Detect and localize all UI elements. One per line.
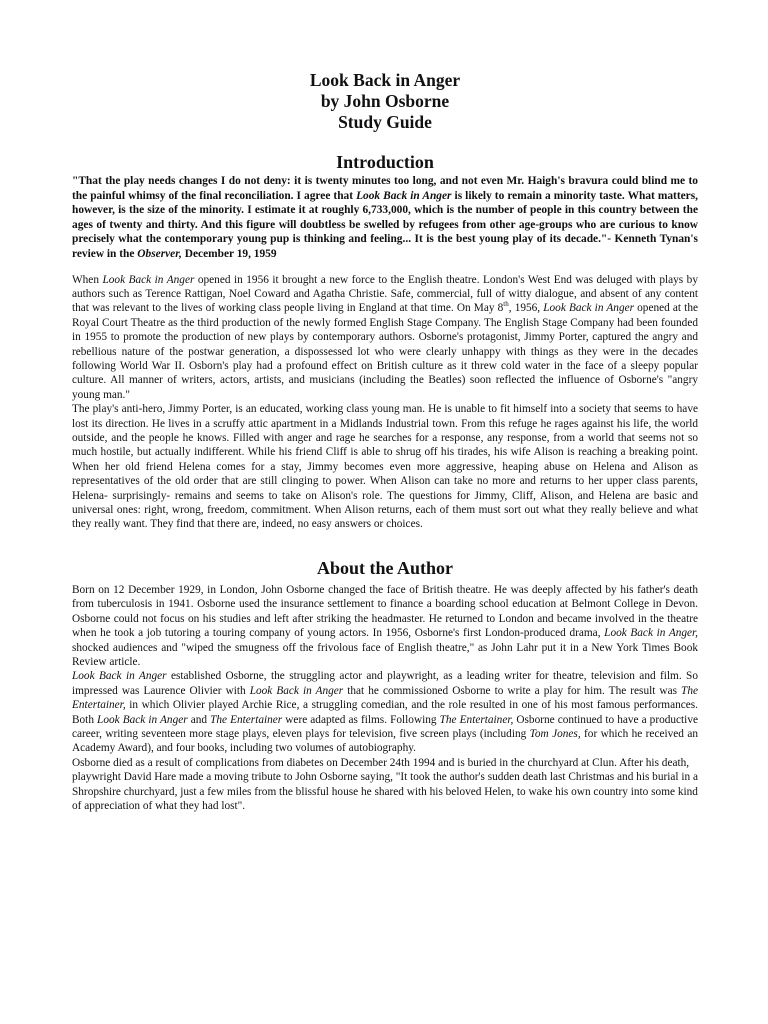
para-text: for which he received an Academy Award), and four books, including two volumes of autobiography. xyxy=(72,727,698,755)
para-text: , 1956, xyxy=(508,302,544,315)
para-text: and xyxy=(187,713,211,726)
para-text: opened in 1956 it brought a new force to the English theatre. London's West End was deluged with plays by authors such as Terence Rattigan, Noel Coward and Agatha Christie. Safe, commercial, full of witty dialogue, and absent of any content that was relevant to the lives of working class people living in England at that time. On May 8 xyxy=(72,273,698,315)
para-italic: Look Back in Anger, xyxy=(604,627,699,640)
para-text: were adapted as films. Following xyxy=(282,713,440,726)
document-title xyxy=(72,70,698,133)
document-page xyxy=(72,70,698,813)
para-italic: The Entertainer xyxy=(210,713,283,726)
author-paragraph-biography xyxy=(72,583,698,669)
para-text: shocked audiences and "wiped the smugness off the frivolous face of English theatre," as John Lahr put it in a New York Times Book Review article. xyxy=(72,641,698,668)
author-paragraph-death: Osborne died as a result of complications from diabetes on December 24th 1994 and is buried in the churchyard at Clun. After his death, playwright David Hare made a moving tribute to John Osborne saying, "It took the author's sudden death last Christmas and his burial in a Shropshire churchyard, just a few miles from the blissful house he shared with his beloved Helen, to wake his own country into some kind of appreciation of what they had lost". xyxy=(72,756,698,812)
para-italic: Look Back in Anger xyxy=(543,302,635,315)
para-text: When xyxy=(72,273,103,286)
para-italic: Look Back in Anger xyxy=(249,684,344,697)
title-line-author: by John Osborne xyxy=(320,91,450,111)
quote-text-2: is likely to remain a minority taste. What matters, however, is the size of the minority. I estimate it at roughly 6,733,000, which is the number of people in this country between the ages of twenty and thirty. And this figure will doubtless be swelled by refugees from other age-groups who are curious to know precisely what the contemporary young pup is thinking and feeling... It is the best young play of its decade."- Kenneth Tynan's review in the xyxy=(72,189,699,260)
para-italic: Tom Jones, xyxy=(529,727,581,740)
para-italic: The Entertainer, xyxy=(72,684,698,712)
quote-italic-title: Look Back in Anger xyxy=(356,189,452,202)
para-italic: Look Back in Anger xyxy=(97,713,188,726)
para-text: Osborne continued to have a productive career, writing seventeen more stage plays, eleven plays for television, five screen plays (including xyxy=(72,713,698,740)
about-author-heading: About the Author xyxy=(316,557,454,578)
author-paragraph-career xyxy=(72,669,698,755)
introduction-heading: Introduction xyxy=(336,152,434,172)
intro-paragraph-plot: The play's anti-hero, Jimmy Porter, is an educated, working class young man. He is unable to fit himself into a society that seems to have lost its direction. He lives in a scruffy attic apartment in a Midlands Industrial town. From this refuge he rages against his life, the world outside, and the people he knows. Filled with anger and rage he searches for a response, any response, from a world that seems not so much hostile, but actually indifferent. While his friend Cliff is able to shrug off his tirades, his wife Alison is reaching a breaking point. When her old friend Helena comes for a stay, Jimmy becomes even more aggressive, heaping abuse on Helena and Alison as representatives of the old order that are still clinging to power. When Alison can take no more and returns to her upper class parents, Helena- surprisingly- remains and seems to take on Alison's role. The questions for Jimmy, Cliff, Alison, and Helena are basic and universal ones: right, wrong, freedom, commitment. When Alison returns, each of them must sort out what they really believe and what they really want. They find that there are, indeed, no easy answers or choices. xyxy=(72,403,698,531)
para-text: in which Olivier played Archie Rice, a struggling comedian, and the role resulted in one of his most famous performances. Both xyxy=(72,699,698,726)
tynan-review-quote xyxy=(72,174,698,262)
para-italic: Look Back in Anger xyxy=(72,670,167,683)
quote-text-3: December 19, 1959 xyxy=(181,247,277,260)
para-italic: The Entertainer, xyxy=(439,713,514,726)
quote-italic-observer: Observer, xyxy=(137,247,182,260)
para-italic: Look Back in Anger xyxy=(102,273,195,286)
quote-text-1: "That the play needs changes I do not deny: it is twenty minutes too long, and not even Mr. Haigh's bravura could blind me to the painful whimsy of the final reconciliation. I agree that xyxy=(72,175,698,202)
ordinal-superscript: th xyxy=(503,300,509,309)
intro-paragraph-history xyxy=(72,273,698,403)
title-line-guide: Study Guide xyxy=(338,112,432,132)
para-text: opened at the Royal Court Theatre as the third production of the newly formed English Stage Company. The English Stage Company had been founded in 1955 to promote the production of new plays by contemporary authors. Osborne's protagonist, Jimmy Porter, captured the angry and rebellious nature of the postwar generation, a dispossessed lot who were clearly unhappy with things as they were in the decades following World War II. Osborn's play had a profound effect on British culture as it threw cold water in the face of a sleepy popular culture. All manner of writers, actors, artists, and musicians (including the Beatles) soon reflected the influence of Osborne's "angry young man." xyxy=(72,302,698,401)
para-text: established Osborne, the struggling actor and playwright, as a leading writer for theatre, television and film. So impressed was Laurence Olivier with xyxy=(72,670,698,697)
para-text: Born on 12 December 1929, in London, John Osborne changed the face of British theatre. He was deeply affected by his father's death from tuberculosis in 1941. Osborne used the insurance settlement to finance a boarding school education at Belmont College in Devon. Osborne could not focus on his studies and left after striking the headmaster. He returned to London and became involved in the theatre when he took a job tutoring a touring company of young actors. In 1956, Osborne's first London-produced drama, xyxy=(72,583,698,640)
para-text: that he commissioned Osborne to write a play for him. The result was xyxy=(343,684,682,697)
title-line-play: Look Back in Anger xyxy=(309,70,461,90)
